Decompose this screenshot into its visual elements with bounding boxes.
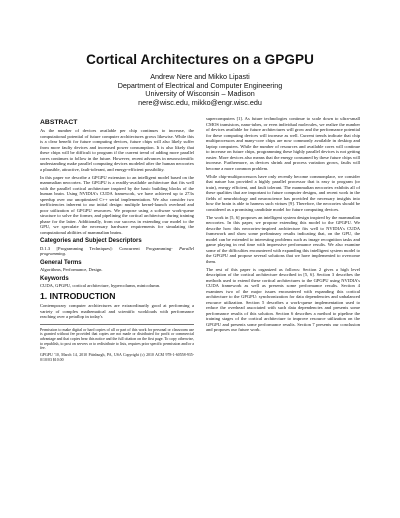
author-block	[0, 73, 400, 107]
right-column	[206, 116, 360, 511]
keywords-text: CUDA, GPGPU, cortical architecture, hypercolumn, minicolumn.	[40, 283, 161, 288]
introduction-paragraph-1: Contemporary computer architectures are extraordinarily good at performing a variety of complex mathematical and scientific workloads with performance reaching over a petaflop in today's	[40, 303, 194, 319]
introduction-paragraph-5: The rest of this paper is organized as follows: Section 2 gives a high level description of the cortical architecture described in [5, 6]. Section 3 describes the methods used to extend these cortical architectures to the GPGPU using NVIDIA's CUDA framework as well as presents some performance results. Section 4 examines two of the major issues encountered with expanding this cortical architecture to the GPGPU: synchronization for data dependencies and unbalanced resource utilization. Section 5 describes a work-queue implementation used to reduce the overhead associated with such data dependencies and presents some performance results of this solution. Section 6 describes a method to pipeline the training stages of the cortical architecture to improve resource utilization on the GPGPU and presents some performance results. Section 7 presents our conclusion and proposes our future work.	[206, 266, 360, 332]
abstract-paragraph-2: In this paper we describe a GPGPU extension to an intelligent model based on the mammalian neocortex. The GPGPU is a readily-available architecture that fits well with the parallel cortical architecture inspired by the basic building blocks of the human brain. Using NVIDIA's CUDA framework, we have achieved up to 273x speedup over our unoptimized C++ serial implementation. We also consider two inefficiencies inherent to our initial design: multiple kernel-launch overhead and poor utilization of GPGPU resources. We propose using a software work-queue structure to solve the former, and pipelining the cortical architecture during training phase for the latter. Additionally, from our success in extending our model to the GPU, we speculate the necessary hardware requirements for simulating the computational abilities of mammalian brains.	[40, 174, 194, 235]
author-names: Andrew Nere and Mikko Lipasti	[150, 72, 250, 81]
author-emails: nere@wisc.edu, mikko@engr.wisc.edu	[138, 97, 262, 107]
categories-text: D.1.3 [Programming Techniques]: Concurrent Programming- Parallel programming.	[40, 245, 194, 256]
two-column-body	[40, 116, 360, 511]
abstract-heading: ABSTRACT	[40, 119, 78, 126]
introduction-paragraph-4: The work in [5, 6] proposes an intelligent system design inspired by the mammalian neocortex. In this paper, we propose extending this model to the GPGPU. We describe how this neocortex-inspired architecture fits well to NVIDIA's CUDA framework and show some preliminary results indicating that, on the GPU, the model can be extended to interesting problems such as image recognition tasks and game playing in real time with impressive performance results. We also examine some of the difficulties encountered with expanding this intelligent system model to the GPGPU and propose several solutions that we have implemented to overcome them.	[206, 214, 360, 264]
left-column	[40, 116, 194, 511]
general-terms-heading: General Terms	[40, 259, 82, 266]
affiliation-university: University of Wisconsin – Madison	[145, 89, 255, 99]
paper-title: Cortical Architectures on a GPGPU	[86, 52, 314, 67]
copyright-text: GPGPU '10, March 14, 2010 Pittsburgh, PA, USA Copyright (c) 2010 ACM 978-1-60558-935-0/10/03 $10.00	[40, 353, 194, 362]
categories-heading: Categories and Subject Descriptors	[40, 238, 142, 244]
introduction-paragraph-3: While chip-multiprocessors have only recently become commonplace, we consider that nature has provided a highly parallel processor that is easy to program (or train), energy efficient, and fault tolerant. The mammalian neocortex exhibits all of these qualities that are important to future computer designs, and recent work in the fields of neurobiology and neuroscience has provided the necessary insights into how the brain is able to harness such virtues [9]. Therefore, the neocortex should be considered as a promising candidate model for future computing devices.	[206, 173, 360, 212]
abstract-paragraph-1: As the number of devices available per chip continues to increase, the computational potential of future computer architectures grows likewise. While this is a clear benefit for future computing devices, future chips will also likely suffer from more faulty devices and increased power consumption. It is also likely that these chips will be difficult to program if the current trend of adding more parallel cores continues to follow in the future. However, recent advances in neuroscientific understanding make parallel computing devices modeled after the human neocortex a plausible, attractive, fault-tolerant, and energy-efficient possibility.	[40, 128, 194, 172]
permission-notice	[40, 324, 194, 363]
keywords-heading: Keywords	[40, 275, 69, 282]
general-terms-text: Algorithms, Performance, Design.	[40, 267, 103, 272]
permission-text: Permission to make digital or hard copies of all or part of this work for personal or classroom use is granted without fee provided that copies are not made or distributed for profit or commercial advantage and that copies bear this notice and the full citation on the first page. To copy otherwise, to republish, to post on servers or to redistribute to lists, requires prior specific permission and/or a fee.	[40, 327, 194, 351]
introduction-heading: 1. INTRODUCTION	[40, 291, 116, 301]
introduction-paragraph-2: supercomputers [1]. As future technologies continue to scale down to ultra-small CMOS transistors, nano-tubes, or even individual molecules, we realize the number of devices available for future architectures will grow and the performance potential for these computing devices will increase as well. Current trends indicate that chip multiprocessors and many-core chips are now commonly available in desktop and laptop computers. While the number of resources and available cores will continue to increase on future chips, programming these highly parallel devices is not getting easier. More devices also means that the energy consumed by these future chips will increase. Furthermore, as devices shrink and process variation grows, faults will become a more common problem.	[206, 116, 360, 171]
affiliation-department: Department of Electrical and Computer Engineering	[117, 80, 283, 90]
